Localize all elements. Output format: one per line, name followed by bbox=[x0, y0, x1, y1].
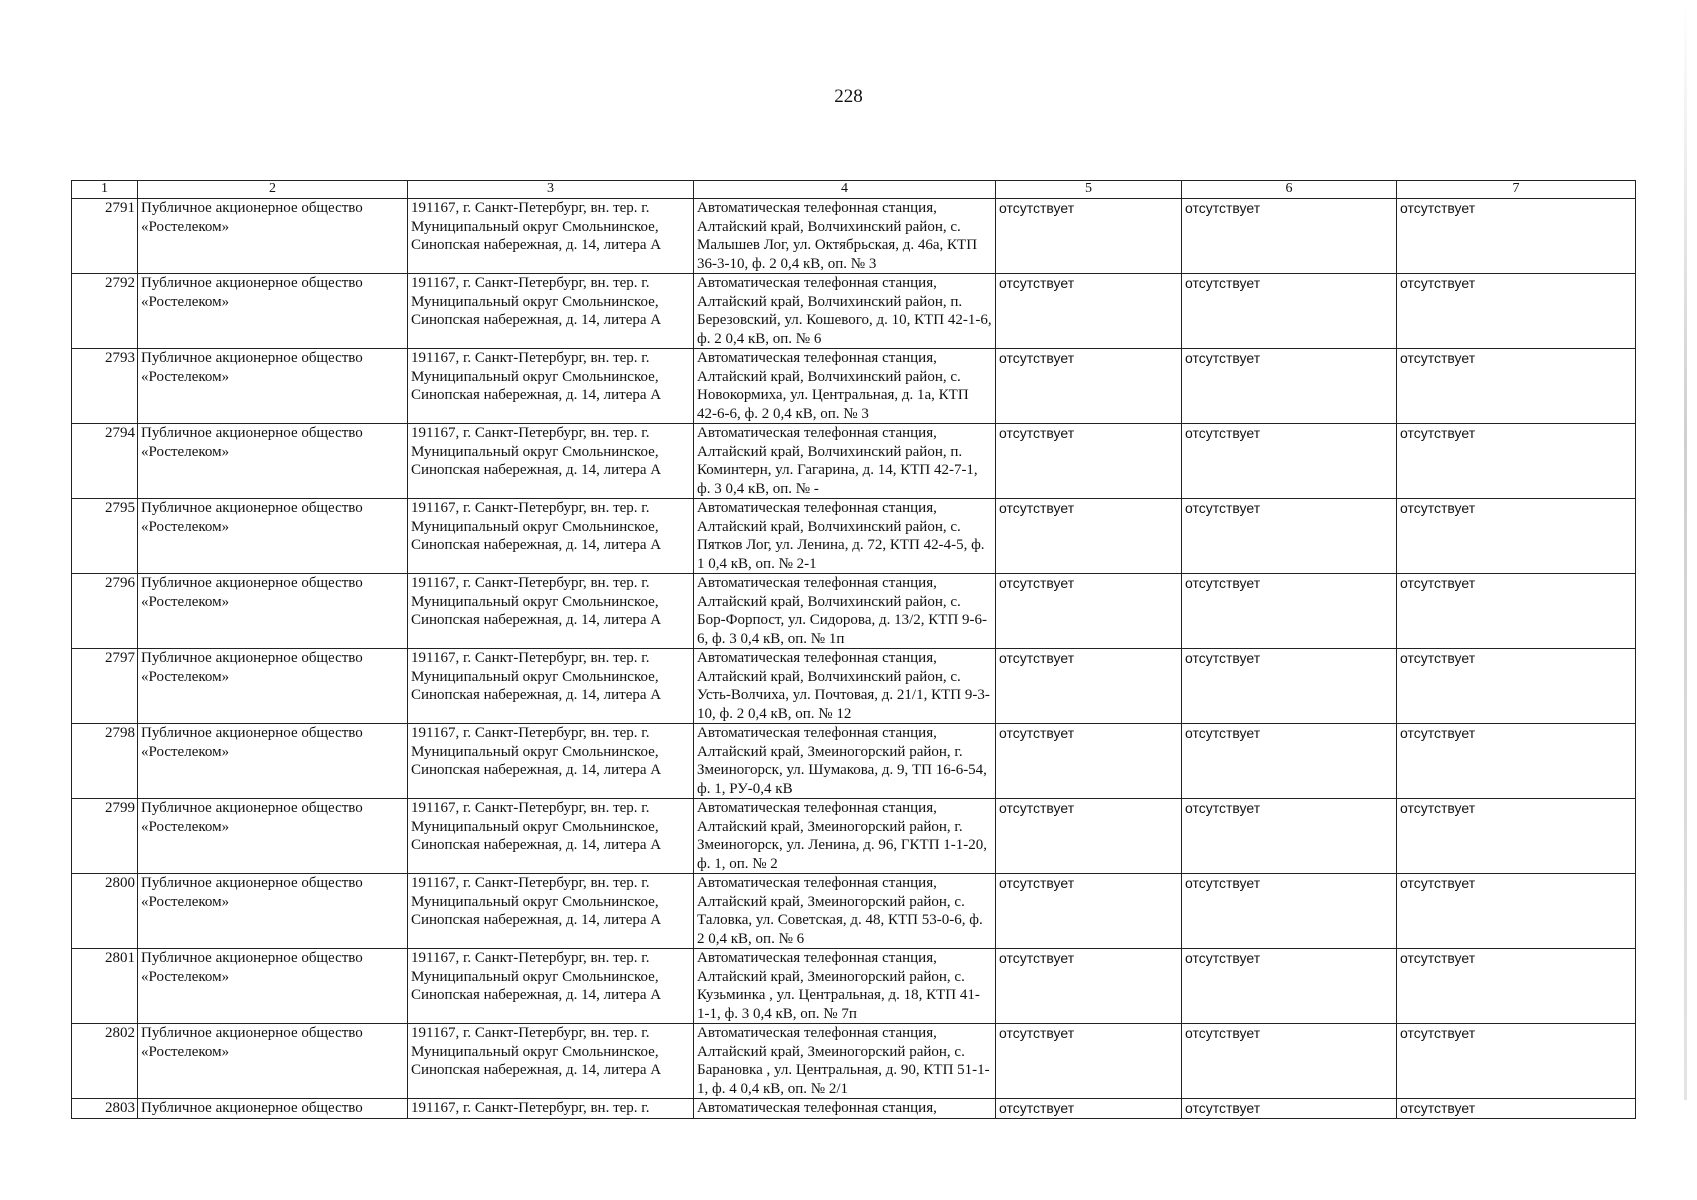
owner-cell: Публичное акционерное общество «Ростелеком» bbox=[138, 724, 408, 799]
column-7-cell: отсутствует bbox=[1397, 499, 1636, 574]
header-row bbox=[72, 181, 1636, 199]
column-6-cell: отсутствует bbox=[1182, 649, 1397, 724]
object-cell: Автоматическая телефонная станция, Алтайский край, Волчихинский район, с. Усть-Волчиха, ул. Почтовая, д. 21/1, КТП 9-3-10, ф. 2 0,4 кВ, оп. № 12 bbox=[694, 649, 996, 724]
address-cell: 191167, г. Санкт-Петербург, вн. тер. г. Муниципальный округ Смольнинское, Синопская набережная, д. 14, литера А bbox=[408, 574, 694, 649]
column-6-cell: отсутствует bbox=[1182, 949, 1397, 1024]
column-6-cell: отсутствует bbox=[1182, 274, 1397, 349]
scan-edge-shadow bbox=[1684, 0, 1687, 1100]
column-7-cell: отсутствует bbox=[1397, 949, 1636, 1024]
address-cell: 191167, г. Санкт-Петербург, вн. тер. г. Муниципальный округ Смольнинское, Синопская набережная, д. 14, литера А bbox=[408, 949, 694, 1024]
column-6-cell: отсутствует bbox=[1182, 574, 1397, 649]
column-header-5: 5 bbox=[996, 181, 1182, 199]
row-number: 2802 bbox=[72, 1024, 138, 1099]
column-header-6: 6 bbox=[1182, 181, 1397, 199]
row-number: 2796 bbox=[72, 574, 138, 649]
row-number: 2803 bbox=[72, 1099, 138, 1119]
owner-cell: Публичное акционерное общество «Ростелеком» bbox=[138, 274, 408, 349]
column-5-cell: отсутствует bbox=[996, 349, 1182, 424]
row-number: 2800 bbox=[72, 874, 138, 949]
object-cell: Автоматическая телефонная станция, Алтайский край, Волчихинский район, п. Коминтерн, ул. Гагарина, д. 14, КТП 42-7-1, ф. 3 0,4 кВ, оп. № - bbox=[694, 424, 996, 499]
object-cell: Автоматическая телефонная станция, Алтайский край, Волчихинский район, с. Малышев Лог, ул. Октябрьская, д. 46а, КТП 36-3-10, ф. 2 0,4 кВ, оп. № 3 bbox=[694, 199, 996, 274]
column-5-cell: отсутствует bbox=[996, 199, 1182, 274]
column-7-cell: отсутствует bbox=[1397, 424, 1636, 499]
address-cell: 191167, г. Санкт-Петербург, вн. тер. г. Муниципальный округ Смольнинское, Синопская набережная, д. 14, литера А bbox=[408, 1024, 694, 1099]
owner-cell: Публичное акционерное общество «Ростелеком» bbox=[138, 199, 408, 274]
table-row bbox=[72, 949, 1636, 1024]
column-6-cell: отсутствует bbox=[1182, 1099, 1397, 1119]
address-cell: 191167, г. Санкт-Петербург, вн. тер. г. Муниципальный округ Смольнинское, Синопская набережная, д. 14, литера А bbox=[408, 349, 694, 424]
column-5-cell: отсутствует bbox=[996, 274, 1182, 349]
table-row bbox=[72, 1099, 1636, 1119]
table-row bbox=[72, 499, 1636, 574]
table-row bbox=[72, 574, 1636, 649]
address-cell: 191167, г. Санкт-Петербург, вн. тер. г. Муниципальный округ Смольнинское, Синопская набережная, д. 14, литера А bbox=[408, 274, 694, 349]
column-6-cell: отсутствует bbox=[1182, 199, 1397, 274]
address-cell: 191167, г. Санкт-Петербург, вн. тер. г. Муниципальный округ Смольнинское, Синопская набережная, д. 14, литера А bbox=[408, 424, 694, 499]
page-number: 228 bbox=[834, 86, 863, 107]
column-5-cell: отсутствует bbox=[996, 499, 1182, 574]
row-number: 2795 bbox=[72, 499, 138, 574]
address-cell: 191167, г. Санкт-Петербург, вн. тер. г. bbox=[408, 1099, 694, 1119]
column-5-cell: отсутствует bbox=[996, 1099, 1182, 1119]
row-number: 2793 bbox=[72, 349, 138, 424]
column-7-cell: отсутствует bbox=[1397, 724, 1636, 799]
column-7-cell: отсутствует bbox=[1397, 1099, 1636, 1119]
owner-cell: Публичное акционерное общество «Ростелеком» bbox=[138, 574, 408, 649]
owner-cell: Публичное акционерное общество «Ростелеком» bbox=[138, 424, 408, 499]
table-row bbox=[72, 274, 1636, 349]
owner-cell: Публичное акционерное общество «Ростелеком» bbox=[138, 874, 408, 949]
column-5-cell: отсутствует bbox=[996, 799, 1182, 874]
table-row bbox=[72, 799, 1636, 874]
table-row bbox=[72, 724, 1636, 799]
table-row bbox=[72, 199, 1636, 274]
object-cell: Автоматическая телефонная станция, Алтайский край, Змеиногорский район, г. Змеиногорск, ул. Шумакова, д. 9, ТП 16-6-54, ф. 1, РУ-0,4 кВ bbox=[694, 724, 996, 799]
owner-cell: Публичное акционерное общество «Ростелеком» bbox=[138, 649, 408, 724]
row-number: 2792 bbox=[72, 274, 138, 349]
column-header-1: 1 bbox=[72, 181, 138, 199]
registry-table bbox=[71, 180, 1636, 1119]
column-6-cell: отсутствует bbox=[1182, 349, 1397, 424]
column-5-cell: отсутствует bbox=[996, 1024, 1182, 1099]
object-cell: Автоматическая телефонная станция, Алтайский край, Змеиногорский район, с. Барановка , ул. Центральная, д. 90, КТП 51-1-1, ф. 4 0,4 кВ, оп. № 2/1 bbox=[694, 1024, 996, 1099]
column-5-cell: отсутствует bbox=[996, 874, 1182, 949]
column-5-cell: отсутствует bbox=[996, 724, 1182, 799]
object-cell: Автоматическая телефонная станция, Алтайский край, Волчихинский район, с. Новокормиха, ул. Центральная, д. 1а, КТП 42-6-6, ф. 2 0,4 кВ, оп. № 3 bbox=[694, 349, 996, 424]
address-cell: 191167, г. Санкт-Петербург, вн. тер. г. Муниципальный округ Смольнинское, Синопская набережная, д. 14, литера А bbox=[408, 649, 694, 724]
column-7-cell: отсутствует bbox=[1397, 349, 1636, 424]
row-number: 2797 bbox=[72, 649, 138, 724]
column-5-cell: отсутствует bbox=[996, 574, 1182, 649]
address-cell: 191167, г. Санкт-Петербург, вн. тер. г. Муниципальный округ Смольнинское, Синопская набережная, д. 14, литера А bbox=[408, 799, 694, 874]
column-5-cell: отсутствует bbox=[996, 949, 1182, 1024]
table-row bbox=[72, 1024, 1636, 1099]
column-5-cell: отсутствует bbox=[996, 424, 1182, 499]
owner-cell: Публичное акционерное общество «Ростелеком» bbox=[138, 499, 408, 574]
column-6-cell: отсутствует bbox=[1182, 499, 1397, 574]
owner-cell: Публичное акционерное общество «Ростелеком» bbox=[138, 349, 408, 424]
column-6-cell: отсутствует bbox=[1182, 1024, 1397, 1099]
address-cell: 191167, г. Санкт-Петербург, вн. тер. г. Муниципальный округ Смольнинское, Синопская набережная, д. 14, литера А bbox=[408, 199, 694, 274]
column-header-7: 7 bbox=[1397, 181, 1636, 199]
object-cell: Автоматическая телефонная станция, bbox=[694, 1099, 996, 1119]
object-cell: Автоматическая телефонная станция, Алтайский край, Волчихинский район, п. Березовский, ул. Кошевого, д. 10, КТП 42-1-6, ф. 2 0,4 кВ, оп. № 6 bbox=[694, 274, 996, 349]
table-row bbox=[72, 424, 1636, 499]
object-cell: Автоматическая телефонная станция, Алтайский край, Волчихинский район, с. Пятков Лог, ул. Ленина, д. 72, КТП 42-4-5, ф. 1 0,4 кВ, оп. № 2-1 bbox=[694, 499, 996, 574]
column-7-cell: отсутствует bbox=[1397, 1024, 1636, 1099]
object-cell: Автоматическая телефонная станция, Алтайский край, Змеиногорский район, с. Кузьминка , ул. Центральная, д. 18, КТП 41-1-1, ф. 3 0,4 кВ, оп. № 7п bbox=[694, 949, 996, 1024]
column-7-cell: отсутствует bbox=[1397, 574, 1636, 649]
owner-cell: Публичное акционерное общество bbox=[138, 1099, 408, 1119]
column-7-cell: отсутствует bbox=[1397, 649, 1636, 724]
row-number: 2794 bbox=[72, 424, 138, 499]
column-7-cell: отсутствует bbox=[1397, 799, 1636, 874]
column-6-cell: отсутствует bbox=[1182, 874, 1397, 949]
table-row bbox=[72, 349, 1636, 424]
column-6-cell: отсутствует bbox=[1182, 424, 1397, 499]
column-header-2: 2 bbox=[138, 181, 408, 199]
object-cell: Автоматическая телефонная станция, Алтайский край, Волчихинский район, с. Бор-Форпост, ул. Сидорова, д. 13/2, КТП 9-6-6, ф. 3 0,4 кВ, оп. № 1п bbox=[694, 574, 996, 649]
column-7-cell: отсутствует bbox=[1397, 874, 1636, 949]
object-cell: Автоматическая телефонная станция, Алтайский край, Змеиногорский район, с. Таловка, ул. Советская, д. 48, КТП 53-0-6, ф. 2 0,4 кВ, оп. № 6 bbox=[694, 874, 996, 949]
row-number: 2801 bbox=[72, 949, 138, 1024]
column-5-cell: отсутствует bbox=[996, 649, 1182, 724]
owner-cell: Публичное акционерное общество «Ростелеком» bbox=[138, 1024, 408, 1099]
column-header-4: 4 bbox=[694, 181, 996, 199]
address-cell: 191167, г. Санкт-Петербург, вн. тер. г. Муниципальный округ Смольнинское, Синопская набережная, д. 14, литера А bbox=[408, 724, 694, 799]
address-cell: 191167, г. Санкт-Петербург, вн. тер. г. Муниципальный округ Смольнинское, Синопская набережная, д. 14, литера А bbox=[408, 874, 694, 949]
address-cell: 191167, г. Санкт-Петербург, вн. тер. г. Муниципальный округ Смольнинское, Синопская набережная, д. 14, литера А bbox=[408, 499, 694, 574]
row-number: 2791 bbox=[72, 199, 138, 274]
object-cell: Автоматическая телефонная станция, Алтайский край, Змеиногорский район, г. Змеиногорск, ул. Ленина, д. 96, ГКТП 1-1-20, ф. 1, оп. № 2 bbox=[694, 799, 996, 874]
column-7-cell: отсутствует bbox=[1397, 274, 1636, 349]
column-7-cell: отсутствует bbox=[1397, 199, 1636, 274]
table-row bbox=[72, 649, 1636, 724]
owner-cell: Публичное акционерное общество «Ростелеком» bbox=[138, 949, 408, 1024]
owner-cell: Публичное акционерное общество «Ростелеком» bbox=[138, 799, 408, 874]
column-header-3: 3 bbox=[408, 181, 694, 199]
column-6-cell: отсутствует bbox=[1182, 799, 1397, 874]
column-6-cell: отсутствует bbox=[1182, 724, 1397, 799]
row-number: 2799 bbox=[72, 799, 138, 874]
row-number: 2798 bbox=[72, 724, 138, 799]
table-row bbox=[72, 874, 1636, 949]
